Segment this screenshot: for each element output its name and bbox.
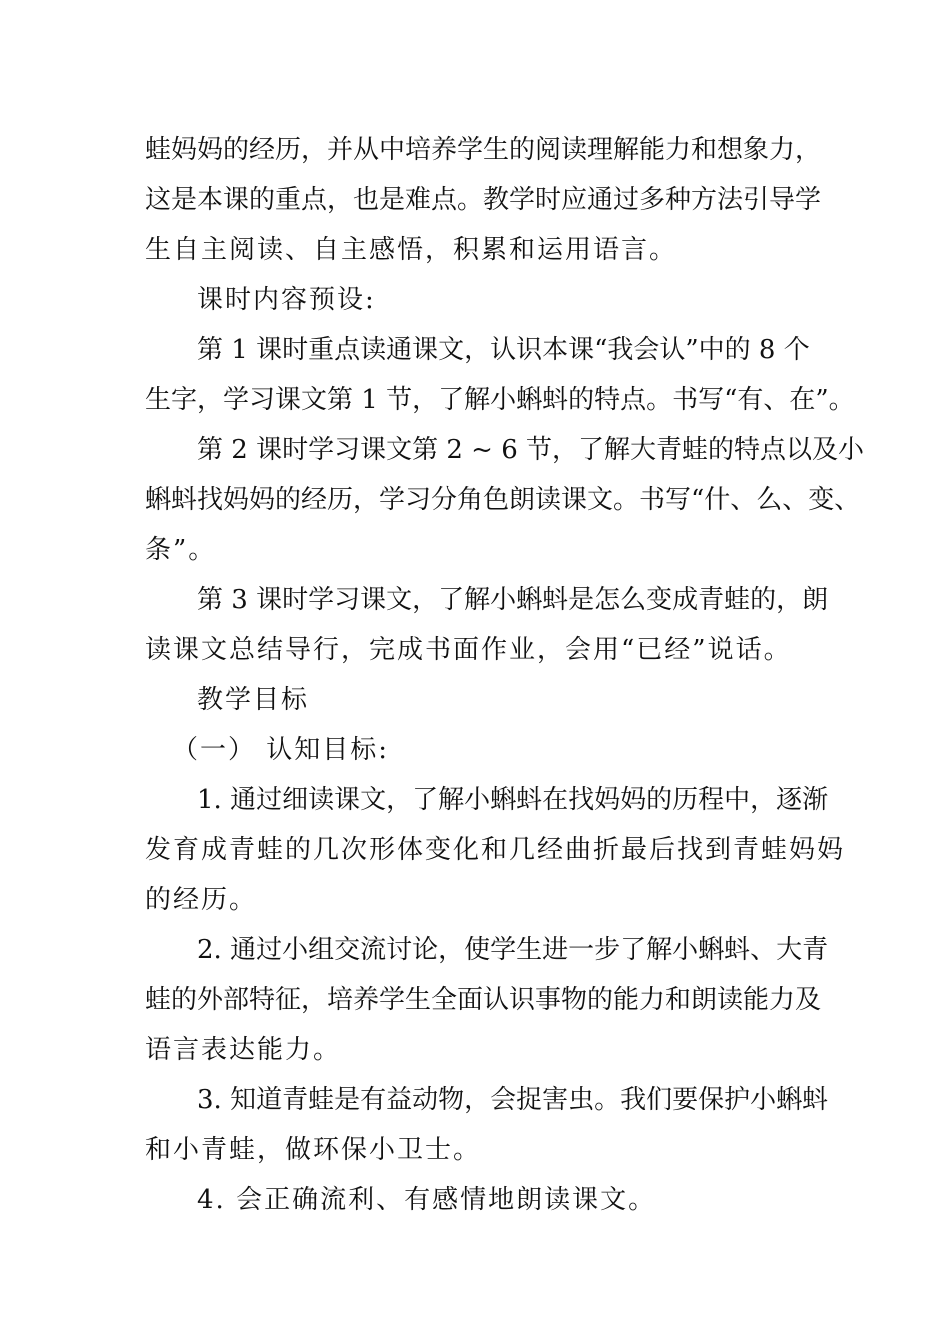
text-line: 第 2 课时学习课文第 2 ~ 6 节，了解大青蛙的特点以及小 bbox=[197, 435, 864, 465]
subsection-heading: （一） 认知目标: bbox=[172, 735, 390, 765]
list-item: 1. 通过细读课文，了解小蝌蚪在找妈妈的历程中，逐渐 bbox=[197, 785, 829, 815]
text-line: 读课文总结导行，完成书面作业，会用“已经”说话。 bbox=[145, 635, 792, 665]
list-item: 4. 会正确流利、有感情地朗读课文。 bbox=[197, 1185, 657, 1215]
text-line: 的经历。 bbox=[145, 885, 258, 915]
text-line: 生字，学习课文第 1 节，了解小蝌蚪的特点。书写“有、在”。 bbox=[145, 385, 855, 415]
section-heading: 教学目标 bbox=[197, 685, 310, 715]
list-item: 3. 知道青蛙是有益动物，会捉害虫。我们要保护小蝌蚪 bbox=[197, 1085, 829, 1115]
text-line: 条”。 bbox=[145, 535, 217, 565]
list-item: 2. 通过小组交流讨论，使学生进一步了解小蝌蚪、大青 bbox=[197, 935, 829, 965]
text-line: 第 3 课时学习课文，了解小蝌蚪是怎么变成青蛙的，朗 bbox=[197, 585, 829, 615]
text-line: 蛙妈妈的经历，并从中培养学生的阅读理解能力和想象力， bbox=[145, 135, 822, 165]
text-line: 发育成青蛙的几次形体变化和几经曲折最后找到青蛙妈妈 bbox=[145, 835, 846, 865]
text-line: 和小青蛙，做环保小卫士。 bbox=[145, 1135, 482, 1165]
text-line: 生自主阅读、自主感悟，积累和运用语言。 bbox=[145, 235, 678, 265]
text-line: 蛙的外部特征，培养学生全面认识事物的能力和朗读能力及 bbox=[145, 985, 822, 1015]
text-line: 第 1 课时重点读通课文，认识本课“我会认”中的 8 个 bbox=[197, 335, 810, 365]
text-line: 蝌蚪找妈妈的经历，学习分角色朗读课文。书写“什、么、变、 bbox=[145, 485, 861, 515]
section-heading: 课时内容预设: bbox=[197, 285, 376, 315]
text-line: 这是本课的重点，也是难点。教学时应通过多种方法引导学 bbox=[145, 185, 822, 215]
text-line: 语言表达能力。 bbox=[145, 1035, 342, 1065]
